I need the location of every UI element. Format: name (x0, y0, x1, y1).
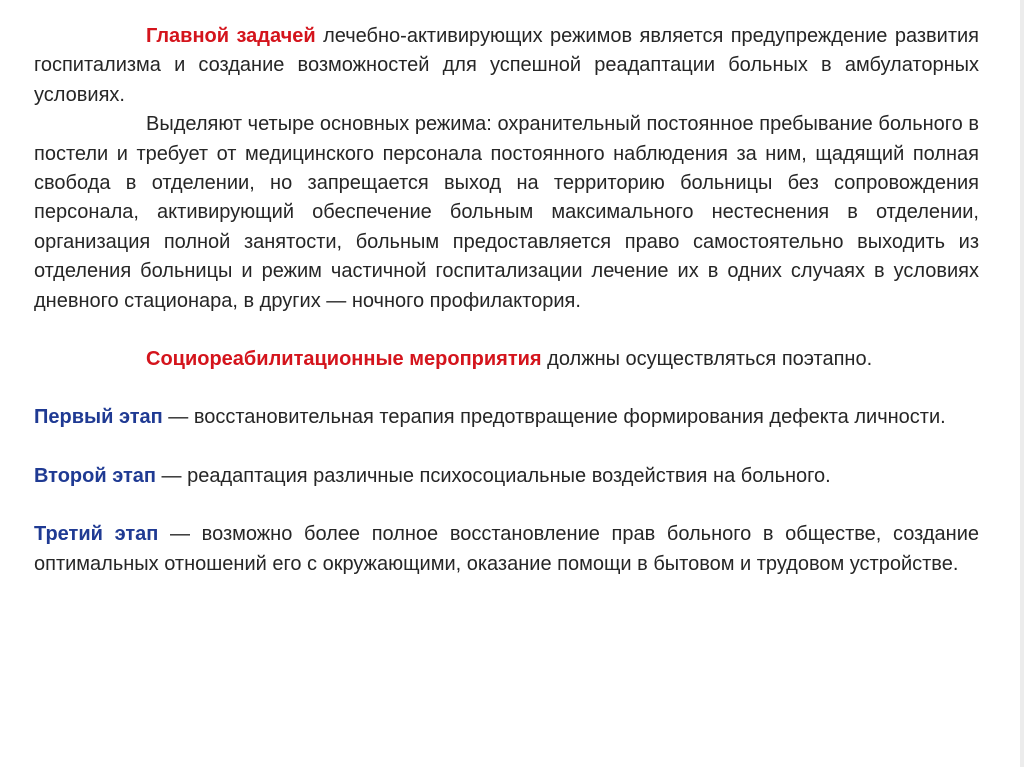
stage-3-text: — возможно более полное восстановление прав больного в обществе, создание оптимальных отношений его с окружающими, оказание помощи в бытовом и трудовом устройстве. (34, 523, 979, 575)
socio-rehab-highlight: Социореабилитационные мероприятия (146, 348, 542, 371)
slide-right-edge (1020, 0, 1024, 767)
main-task-highlight: Главной задачей (146, 25, 316, 47)
paragraph-stage-3 (34, 520, 979, 579)
spacer (34, 316, 979, 345)
socio-rehab-text: должны осуществляться поэтапно. (541, 348, 873, 371)
stage-1-text: — восстановительная терапия предотвращение формирования дефекта личности. (162, 406, 946, 429)
paragraph-stage-2 (34, 462, 979, 491)
slide-text-body (34, 22, 979, 579)
spacer (34, 491, 979, 520)
stage-1-label: Первый этап (34, 406, 163, 429)
paragraph-socio-rehab (34, 345, 979, 374)
stage-2-text: — реадаптация различные психосоциальные воздействия на больного. (156, 464, 831, 487)
paragraph-main-task (34, 22, 979, 110)
main-task-text: лечебно-активирующих режимов является предупреждение развития госпитализма и создание возможностей для успешной реадаптации больных в амбулаторных условиях. (34, 25, 979, 106)
stage-2-label: Второй этап (34, 464, 156, 487)
paragraph-four-regimes (34, 110, 979, 316)
spacer (34, 374, 979, 403)
spacer (34, 433, 979, 462)
four-regimes-text: Выделяют четыре основных режима: охранительный постоянное пребывание больного в постели и требует от медицинского персонала постоянного наблюдения за ним, щадящий полная свобода в отделении, но запрещается выход на территорию больницы без сопровождения персонала, активирующий обеспечение больным максимального нестеснения в отделении, организация полной занятости, больным предоставляется право самостоятельно выходить из отделения больницы и режим частичной госпитализации лечение их в одних случаях в условиях дневного стационара, в других — ночного профилактория. (34, 113, 979, 312)
paragraph-stage-1 (34, 403, 979, 432)
stage-3-label: Третий этап (34, 523, 159, 546)
